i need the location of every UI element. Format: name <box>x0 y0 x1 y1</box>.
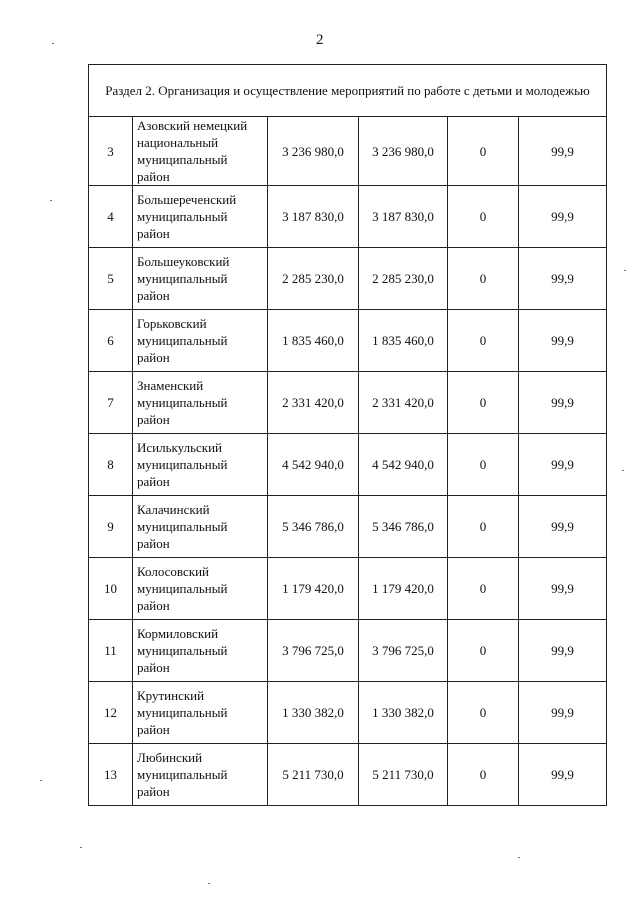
district-name: Знаменский муниципальный район <box>133 372 268 434</box>
district-name: Азовский немецкий национальный муниципальный район <box>133 117 268 186</box>
difference-value: 0 <box>448 744 519 806</box>
district-name: Большеуковский муниципальный район <box>133 248 268 310</box>
row-number: 8 <box>89 434 133 496</box>
table-row <box>89 620 607 682</box>
section-title: Раздел 2. Организация и осуществление мероприятий по работе с детьми и молодежью <box>89 65 607 117</box>
difference-value: 0 <box>448 682 519 744</box>
section-header-row <box>89 65 607 117</box>
district-name: Кормиловский муниципальный район <box>133 620 268 682</box>
row-number: 7 <box>89 372 133 434</box>
planned-amount: 2 331 420,0 <box>268 372 359 434</box>
actual-amount: 1 835 460,0 <box>359 310 448 372</box>
actual-amount: 1 179 420,0 <box>359 558 448 620</box>
district-name: Исилькульский муниципальный район <box>133 434 268 496</box>
planned-amount: 5 346 786,0 <box>268 496 359 558</box>
scan-speck <box>622 470 624 471</box>
scan-speck <box>624 270 626 271</box>
planned-amount: 1 330 382,0 <box>268 682 359 744</box>
difference-value: 0 <box>448 117 519 186</box>
difference-value: 0 <box>448 620 519 682</box>
percent-value: 99,9 <box>519 558 607 620</box>
table-row <box>89 434 607 496</box>
district-name: Любинский муниципальный район <box>133 744 268 806</box>
district-name: Крутинский муниципальный район <box>133 682 268 744</box>
scan-speck <box>50 200 52 201</box>
difference-value: 0 <box>448 310 519 372</box>
actual-amount: 5 211 730,0 <box>359 744 448 806</box>
difference-value: 0 <box>448 186 519 248</box>
percent-value: 99,9 <box>519 496 607 558</box>
district-name: Большереченский муниципальный район <box>133 186 268 248</box>
row-number: 12 <box>89 682 133 744</box>
percent-value: 99,9 <box>519 186 607 248</box>
allocation-table <box>88 64 607 806</box>
planned-amount: 3 796 725,0 <box>268 620 359 682</box>
actual-amount: 3 796 725,0 <box>359 620 448 682</box>
row-number: 5 <box>89 248 133 310</box>
row-number: 13 <box>89 744 133 806</box>
table-row <box>89 558 607 620</box>
scan-speck <box>208 883 210 884</box>
table-row <box>89 310 607 372</box>
planned-amount: 4 542 940,0 <box>268 434 359 496</box>
row-number: 3 <box>89 117 133 186</box>
table-row <box>89 248 607 310</box>
planned-amount: 3 236 980,0 <box>268 117 359 186</box>
row-number: 4 <box>89 186 133 248</box>
table-row <box>89 744 607 806</box>
percent-value: 99,9 <box>519 248 607 310</box>
percent-value: 99,9 <box>519 620 607 682</box>
row-number: 9 <box>89 496 133 558</box>
difference-value: 0 <box>448 496 519 558</box>
row-number: 6 <box>89 310 133 372</box>
scan-speck <box>40 780 42 781</box>
actual-amount: 4 542 940,0 <box>359 434 448 496</box>
actual-amount: 5 346 786,0 <box>359 496 448 558</box>
percent-value: 99,9 <box>519 682 607 744</box>
actual-amount: 2 331 420,0 <box>359 372 448 434</box>
difference-value: 0 <box>448 248 519 310</box>
page-number: 2 <box>316 32 324 48</box>
actual-amount: 1 330 382,0 <box>359 682 448 744</box>
difference-value: 0 <box>448 372 519 434</box>
row-number: 11 <box>89 620 133 682</box>
percent-value: 99,9 <box>519 117 607 186</box>
table-row <box>89 682 607 744</box>
difference-value: 0 <box>448 434 519 496</box>
planned-amount: 1 179 420,0 <box>268 558 359 620</box>
scan-speck <box>80 847 82 848</box>
difference-value: 0 <box>448 558 519 620</box>
planned-amount: 2 285 230,0 <box>268 248 359 310</box>
table-row <box>89 372 607 434</box>
table-row <box>89 117 607 186</box>
actual-amount: 3 187 830,0 <box>359 186 448 248</box>
district-name: Калачинский муниципальный район <box>133 496 268 558</box>
actual-amount: 2 285 230,0 <box>359 248 448 310</box>
scan-speck <box>518 857 520 858</box>
planned-amount: 5 211 730,0 <box>268 744 359 806</box>
row-number: 10 <box>89 558 133 620</box>
table-body <box>89 65 607 806</box>
planned-amount: 1 835 460,0 <box>268 310 359 372</box>
percent-value: 99,9 <box>519 744 607 806</box>
planned-amount: 3 187 830,0 <box>268 186 359 248</box>
district-name: Колосовский муниципальный район <box>133 558 268 620</box>
district-name: Горьковский муниципальный район <box>133 310 268 372</box>
percent-value: 99,9 <box>519 310 607 372</box>
actual-amount: 3 236 980,0 <box>359 117 448 186</box>
table-row <box>89 186 607 248</box>
percent-value: 99,9 <box>519 372 607 434</box>
scan-speck <box>52 43 54 44</box>
table-row <box>89 496 607 558</box>
percent-value: 99,9 <box>519 434 607 496</box>
